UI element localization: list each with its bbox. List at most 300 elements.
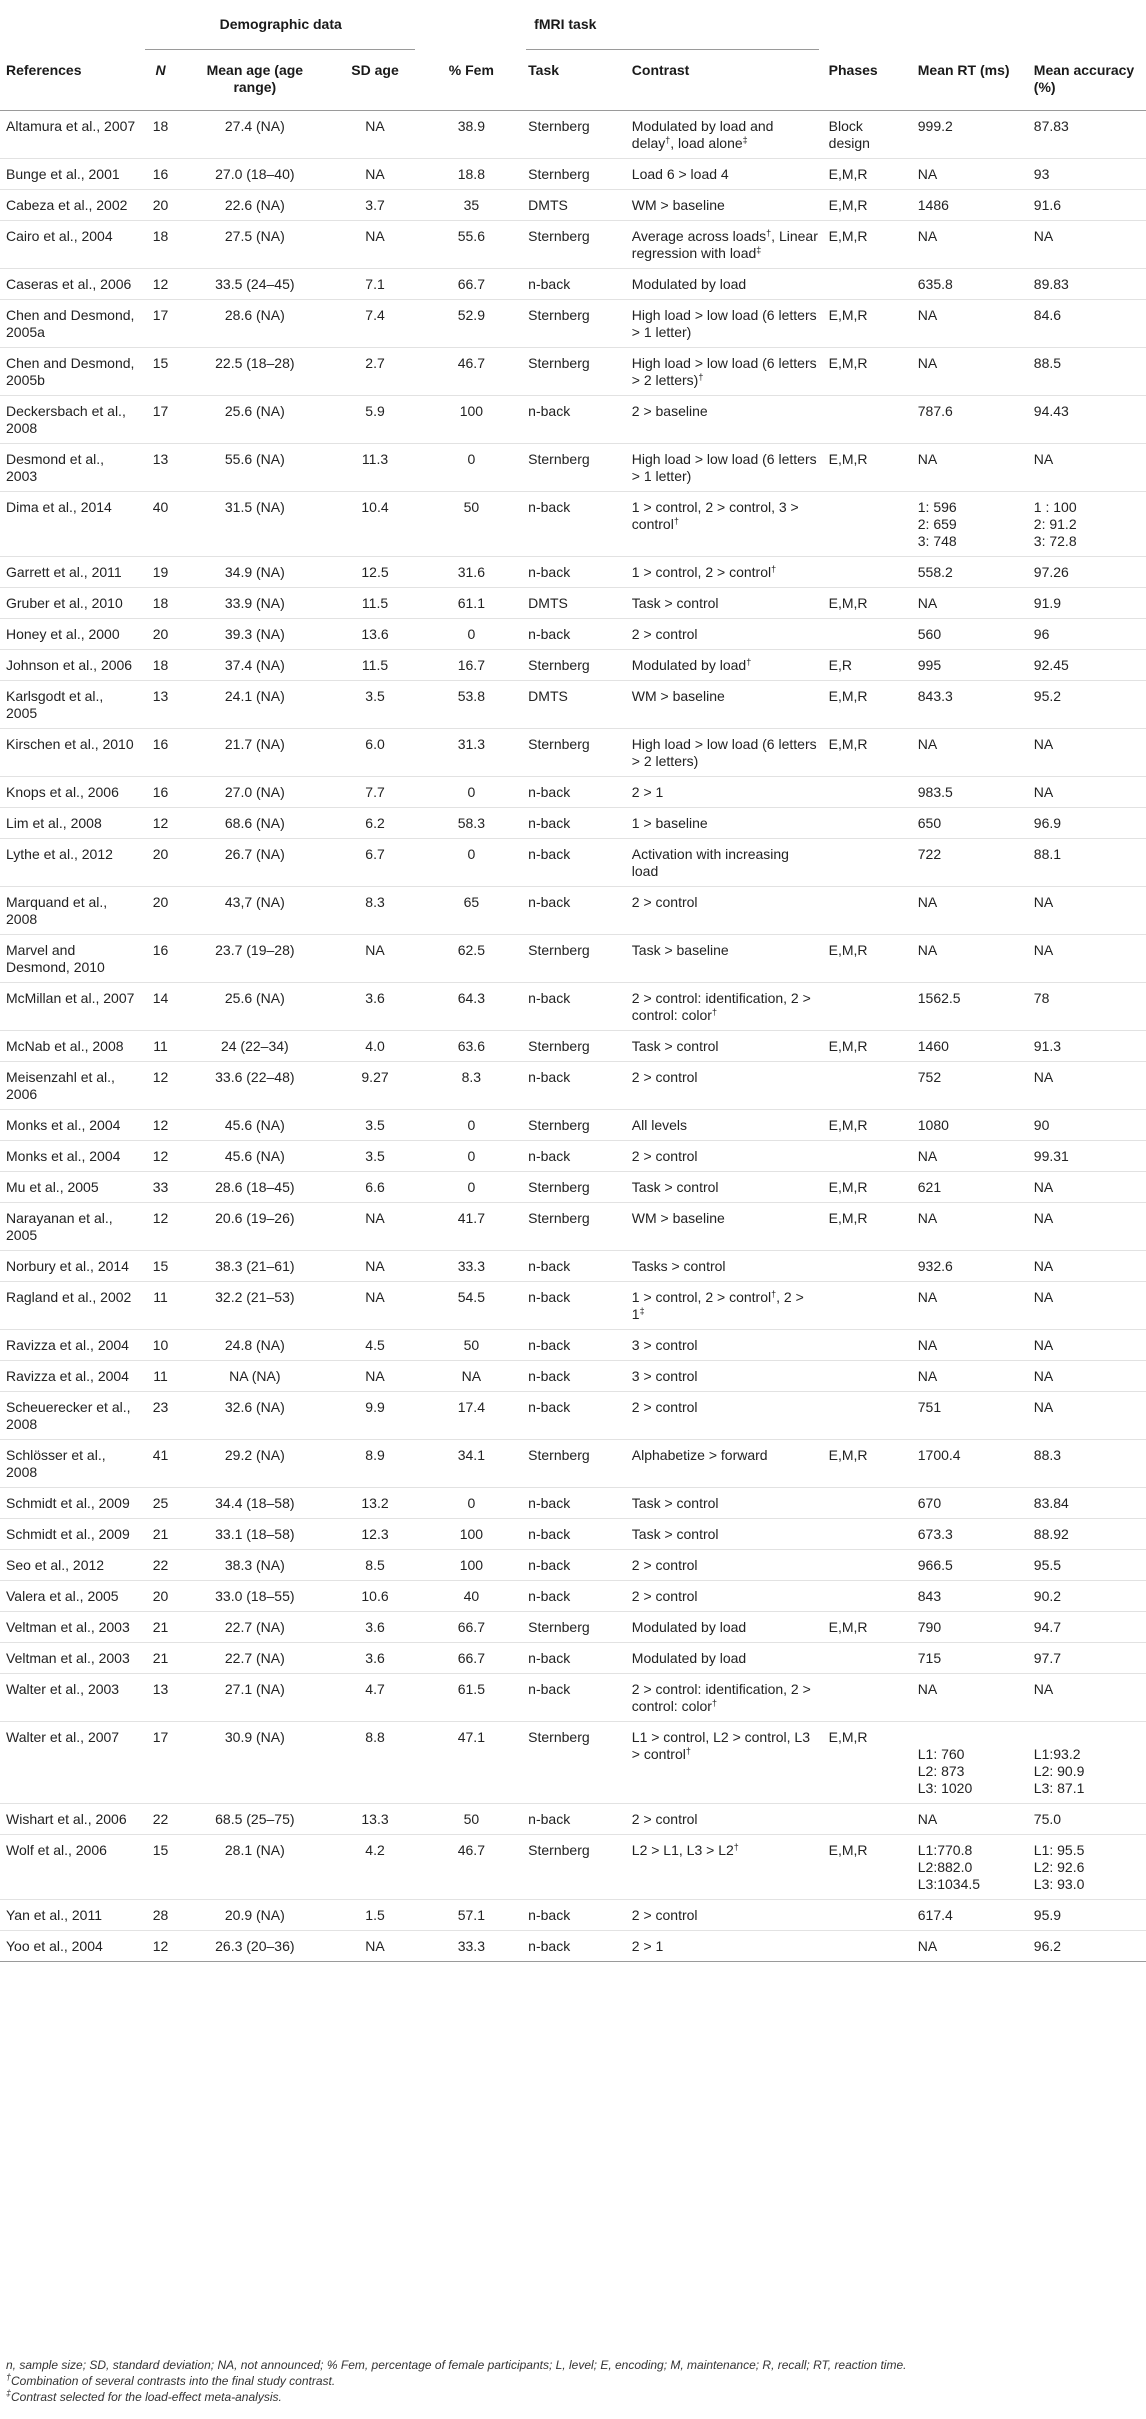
cell-n: 20 (141, 1581, 178, 1612)
cell-task: Sternberg (522, 159, 626, 190)
cell-mean-accuracy: L1:93.2 L2: 90.9 L3: 87.1 (1028, 1722, 1146, 1804)
cell-reference: Lythe et al., 2012 (0, 839, 141, 887)
cell-mean-rt: NA (912, 1931, 1028, 1962)
cell-task: Sternberg (522, 729, 626, 777)
cell-phases (823, 396, 912, 444)
cell-reference: Kirschen et al., 2010 (0, 729, 141, 777)
cell-pct-fem: 100 (419, 396, 523, 444)
cell-mean-accuracy: 83.84 (1028, 1488, 1146, 1519)
cell-n: 16 (141, 159, 178, 190)
cell-mean-accuracy: NA (1028, 777, 1146, 808)
table-row (0, 619, 1146, 650)
cell-sd-age: 8.9 (329, 1440, 418, 1488)
column-header-contrast: Contrast (626, 50, 823, 111)
cell-reference: Ragland et al., 2002 (0, 1282, 141, 1330)
cell-contrast: Task > control (626, 1031, 823, 1062)
cell-phases: E,M,R (823, 1835, 912, 1900)
cell-contrast: Modulated by load† (626, 650, 823, 681)
cell-n: 14 (141, 983, 178, 1031)
group-header-demographic (141, 0, 419, 50)
cell-n: 21 (141, 1643, 178, 1674)
cell-n: 13 (141, 444, 178, 492)
cell-mean-rt: 558.2 (912, 557, 1028, 588)
cell-sd-age: 1.5 (329, 1900, 418, 1931)
cell-mean-rt: 787.6 (912, 396, 1028, 444)
cell-pct-fem: 0 (419, 1488, 523, 1519)
cell-sd-age: 2.7 (329, 348, 418, 396)
cell-sd-age: 5.9 (329, 396, 418, 444)
cell-contrast: Modulated by load (626, 269, 823, 300)
cell-n: 28 (141, 1900, 178, 1931)
cell-sd-age: 3.5 (329, 1141, 418, 1172)
cell-mean-rt: 1080 (912, 1110, 1028, 1141)
cell-mean-age: 22.7 (NA) (178, 1643, 329, 1674)
cell-task: Sternberg (522, 650, 626, 681)
cell-phases (823, 1330, 912, 1361)
cell-reference: Wishart et al., 2006 (0, 1804, 141, 1835)
cell-mean-age: 33.6 (22–48) (178, 1062, 329, 1110)
cell-mean-age: 32.6 (NA) (178, 1392, 329, 1440)
cell-mean-rt: NA (912, 1203, 1028, 1251)
cell-mean-rt: NA (912, 1141, 1028, 1172)
cell-reference: Valera et al., 2005 (0, 1581, 141, 1612)
cell-mean-age: 28.6 (NA) (178, 300, 329, 348)
cell-sd-age: 9.9 (329, 1392, 418, 1440)
cell-pct-fem: 35 (419, 190, 523, 221)
table-row (0, 1141, 1146, 1172)
cell-mean-accuracy: 88.1 (1028, 839, 1146, 887)
cell-sd-age: 12.3 (329, 1519, 418, 1550)
cell-contrast: Task > control (626, 1519, 823, 1550)
cell-phases: E,M,R (823, 588, 912, 619)
cell-mean-accuracy: 96.2 (1028, 1931, 1146, 1962)
cell-mean-rt: NA (912, 935, 1028, 983)
cell-reference: Cairo et al., 2004 (0, 221, 141, 269)
cell-mean-accuracy: NA (1028, 935, 1146, 983)
cell-pct-fem: 54.5 (419, 1282, 523, 1330)
footnote: ‡Contrast selected for the load-effect meta-analysis. (6, 2388, 282, 2404)
cell-phases: E,M,R (823, 190, 912, 221)
cell-pct-fem: 64.3 (419, 983, 523, 1031)
cell-mean-age: NA (NA) (178, 1361, 329, 1392)
cell-contrast: Task > control (626, 1488, 823, 1519)
cell-contrast: 1 > control, 2 > control, 3 > control† (626, 492, 823, 557)
cell-contrast: 2 > control (626, 1550, 823, 1581)
cell-mean-accuracy: 88.3 (1028, 1440, 1146, 1488)
cell-pct-fem: NA (419, 1361, 523, 1392)
table-row (0, 808, 1146, 839)
cell-mean-age: 34.4 (18–58) (178, 1488, 329, 1519)
cell-n: 22 (141, 1804, 178, 1835)
cell-task: n-back (522, 619, 626, 650)
cell-contrast: 1 > control, 2 > control†, 2 > 1‡ (626, 1282, 823, 1330)
cell-task: DMTS (522, 588, 626, 619)
table-row (0, 1330, 1146, 1361)
cell-mean-accuracy: NA (1028, 887, 1146, 935)
column-header-phases: Phases (823, 50, 912, 111)
footnote: †Combination of several contrasts into the final study contrast. (6, 2372, 336, 2388)
cell-n: 12 (141, 269, 178, 300)
cell-phases: E,M,R (823, 221, 912, 269)
table-row (0, 1110, 1146, 1141)
cell-pct-fem: 66.7 (419, 1612, 523, 1643)
group-header-fmri (522, 0, 822, 50)
cell-n: 22 (141, 1550, 178, 1581)
cell-contrast: High load > low load (6 letters > 2 letters) (626, 729, 823, 777)
cell-task: Sternberg (522, 348, 626, 396)
cell-phases: E,M,R (823, 935, 912, 983)
cell-mean-age: 29.2 (NA) (178, 1440, 329, 1488)
table-row (0, 1722, 1146, 1804)
cell-contrast: High load > low load (6 letters > 1 letter) (626, 300, 823, 348)
cell-reference: Marquand et al., 2008 (0, 887, 141, 935)
cell-contrast: Task > baseline (626, 935, 823, 983)
cell-mean-accuracy: NA (1028, 729, 1146, 777)
cell-n: 20 (141, 190, 178, 221)
cell-phases (823, 1931, 912, 1962)
cell-sd-age: NA (329, 1251, 418, 1282)
cell-n: 12 (141, 1062, 178, 1110)
cell-contrast: 2 > control (626, 1141, 823, 1172)
cell-sd-age: 13.3 (329, 1804, 418, 1835)
cell-mean-age: 33.1 (18–58) (178, 1519, 329, 1550)
cell-pct-fem: 31.3 (419, 729, 523, 777)
cell-contrast: WM > baseline (626, 190, 823, 221)
cell-mean-accuracy: NA (1028, 1674, 1146, 1722)
cell-phases: E,M,R (823, 444, 912, 492)
cell-sd-age: NA (329, 159, 418, 190)
cell-mean-rt: NA (912, 444, 1028, 492)
cell-sd-age: 10.4 (329, 492, 418, 557)
cell-mean-rt: NA (912, 1282, 1028, 1330)
cell-phases (823, 777, 912, 808)
cell-reference: Altamura et al., 2007 (0, 111, 141, 159)
cell-mean-age: 38.3 (21–61) (178, 1251, 329, 1282)
cell-mean-age: 20.6 (19–26) (178, 1203, 329, 1251)
cell-mean-rt: NA (912, 221, 1028, 269)
cell-mean-age: 43,7 (NA) (178, 887, 329, 935)
cell-mean-accuracy: 91.3 (1028, 1031, 1146, 1062)
cell-mean-accuracy: NA (1028, 1172, 1146, 1203)
cell-reference: Deckersbach et al., 2008 (0, 396, 141, 444)
table-row (0, 983, 1146, 1031)
cell-contrast: High load > low load (6 letters > 1 letter) (626, 444, 823, 492)
cell-sd-age: 6.2 (329, 808, 418, 839)
cell-task: n-back (522, 1282, 626, 1330)
cell-task: n-back (522, 396, 626, 444)
cell-pct-fem: 8.3 (419, 1062, 523, 1110)
cell-n: 11 (141, 1282, 178, 1330)
cell-contrast: 2 > control (626, 1900, 823, 1931)
cell-mean-rt: 983.5 (912, 777, 1028, 808)
cell-mean-rt: 843 (912, 1581, 1028, 1612)
cell-sd-age: 3.6 (329, 1612, 418, 1643)
cell-n: 13 (141, 681, 178, 729)
cell-mean-rt: 621 (912, 1172, 1028, 1203)
table-row (0, 348, 1146, 396)
cell-pct-fem: 16.7 (419, 650, 523, 681)
cell-contrast: 2 > control (626, 1392, 823, 1440)
cell-reference: Schmidt et al., 2009 (0, 1488, 141, 1519)
cell-pct-fem: 0 (419, 1110, 523, 1141)
cell-mean-accuracy: NA (1028, 1361, 1146, 1392)
cell-sd-age: 7.1 (329, 269, 418, 300)
cell-mean-accuracy: NA (1028, 1203, 1146, 1251)
cell-phases (823, 1361, 912, 1392)
table-row (0, 111, 1146, 159)
column-header-sd-age: SD age (329, 50, 418, 111)
cell-mean-accuracy: 95.9 (1028, 1900, 1146, 1931)
cell-mean-age: 33.5 (24–45) (178, 269, 329, 300)
cell-pct-fem: 0 (419, 839, 523, 887)
cell-n: 20 (141, 619, 178, 650)
cell-phases (823, 887, 912, 935)
cell-mean-accuracy: 84.6 (1028, 300, 1146, 348)
cell-mean-rt: 722 (912, 839, 1028, 887)
cell-phases: E,R (823, 650, 912, 681)
cell-mean-age: 68.5 (25–75) (178, 1804, 329, 1835)
cell-mean-accuracy: 96.9 (1028, 808, 1146, 839)
table-row (0, 557, 1146, 588)
table-row (0, 650, 1146, 681)
cell-mean-accuracy: 92.45 (1028, 650, 1146, 681)
cell-pct-fem: 57.1 (419, 1900, 523, 1931)
cell-n: 19 (141, 557, 178, 588)
cell-sd-age: 13.6 (329, 619, 418, 650)
cell-reference: Walter et al., 2003 (0, 1674, 141, 1722)
table-row (0, 1550, 1146, 1581)
cell-reference: Chen and Desmond, 2005b (0, 348, 141, 396)
cell-n: 23 (141, 1392, 178, 1440)
table-row (0, 221, 1146, 269)
cell-pct-fem: 0 (419, 444, 523, 492)
column-header-mean-accuracy: Mean accuracy (%) (1028, 50, 1146, 111)
cell-reference: Scheuerecker et al., 2008 (0, 1392, 141, 1440)
cell-phases (823, 1550, 912, 1581)
column-header-references: References (0, 50, 141, 111)
cell-pct-fem: 62.5 (419, 935, 523, 983)
cell-reference: Knops et al., 2006 (0, 777, 141, 808)
cell-task: n-back (522, 1141, 626, 1172)
cell-n: 33 (141, 1172, 178, 1203)
table-row (0, 269, 1146, 300)
cell-pct-fem: 58.3 (419, 808, 523, 839)
cell-reference: Schmidt et al., 2009 (0, 1519, 141, 1550)
cell-mean-accuracy: 88.92 (1028, 1519, 1146, 1550)
cell-reference: Ravizza et al., 2004 (0, 1361, 141, 1392)
cell-reference: Honey et al., 2000 (0, 619, 141, 650)
cell-contrast: 2 > control (626, 619, 823, 650)
table-row (0, 1031, 1146, 1062)
cell-task: DMTS (522, 190, 626, 221)
cell-reference: McNab et al., 2008 (0, 1031, 141, 1062)
cell-task: Sternberg (522, 1031, 626, 1062)
table-row (0, 1440, 1146, 1488)
cell-phases: E,M,R (823, 159, 912, 190)
cell-sd-age: 7.4 (329, 300, 418, 348)
cell-contrast: Average across loads†, Linear regression with load‡ (626, 221, 823, 269)
cell-sd-age: 11.5 (329, 588, 418, 619)
table-row (0, 1062, 1146, 1110)
cell-sd-age: NA (329, 111, 418, 159)
cell-mean-accuracy: NA (1028, 1282, 1146, 1330)
cell-n: 15 (141, 348, 178, 396)
cell-mean-rt: L1:770.8 L2:882.0 L3:1034.5 (912, 1835, 1028, 1900)
cell-phases: Block design (823, 111, 912, 159)
cell-pct-fem: 55.6 (419, 221, 523, 269)
cell-mean-rt: NA (912, 1361, 1028, 1392)
table-row (0, 1172, 1146, 1203)
cell-mean-rt: NA (912, 159, 1028, 190)
cell-mean-accuracy: 99.31 (1028, 1141, 1146, 1172)
cell-phases (823, 1674, 912, 1722)
column-header-n: N (141, 50, 178, 111)
table-body (0, 111, 1146, 1962)
table-row (0, 935, 1146, 983)
cell-sd-age: 4.5 (329, 1330, 418, 1361)
cell-pct-fem: 0 (419, 777, 523, 808)
cell-mean-age: 37.4 (NA) (178, 650, 329, 681)
cell-mean-age: 24 (22–34) (178, 1031, 329, 1062)
cell-n: 11 (141, 1031, 178, 1062)
cell-mean-age: 21.7 (NA) (178, 729, 329, 777)
cell-task: n-back (522, 1931, 626, 1962)
cell-pct-fem: 61.5 (419, 1674, 523, 1722)
cell-mean-accuracy: 97.26 (1028, 557, 1146, 588)
cell-reference: Gruber et al., 2010 (0, 588, 141, 619)
cell-mean-rt: 999.2 (912, 111, 1028, 159)
cell-task: n-back (522, 1581, 626, 1612)
cell-pct-fem: 65 (419, 887, 523, 935)
cell-phases (823, 1392, 912, 1440)
cell-task: n-back (522, 887, 626, 935)
table-row (0, 839, 1146, 887)
cell-phases (823, 1519, 912, 1550)
cell-task: Sternberg (522, 1722, 626, 1804)
header-spacer (823, 0, 912, 50)
cell-mean-accuracy: 89.83 (1028, 269, 1146, 300)
table-row (0, 1674, 1146, 1722)
cell-mean-age: 27.0 (NA) (178, 777, 329, 808)
cell-sd-age: 11.5 (329, 650, 418, 681)
table-row (0, 681, 1146, 729)
cell-contrast: Load 6 > load 4 (626, 159, 823, 190)
cell-sd-age: NA (329, 935, 418, 983)
cell-pct-fem: 33.3 (419, 1931, 523, 1962)
table-row (0, 300, 1146, 348)
header-spacer (912, 0, 1028, 50)
cell-task: Sternberg (522, 935, 626, 983)
cell-task: Sternberg (522, 1612, 626, 1643)
cell-n: 40 (141, 492, 178, 557)
cell-sd-age: 4.2 (329, 1835, 418, 1900)
cell-mean-age: 30.9 (NA) (178, 1722, 329, 1804)
cell-contrast: 2 > control: identification, 2 > control: color† (626, 1674, 823, 1722)
cell-sd-age: NA (329, 221, 418, 269)
cell-contrast: L1 > control, L2 > control, L3 > control† (626, 1722, 823, 1804)
cell-mean-age: 23.7 (19–28) (178, 935, 329, 983)
cell-n: 10 (141, 1330, 178, 1361)
cell-reference: Lim et al., 2008 (0, 808, 141, 839)
cell-pct-fem: 46.7 (419, 348, 523, 396)
cell-phases (823, 557, 912, 588)
cell-reference: Yan et al., 2011 (0, 1900, 141, 1931)
cell-reference: Meisenzahl et al., 2006 (0, 1062, 141, 1110)
cell-contrast: 1 > control, 2 > control† (626, 557, 823, 588)
table-row (0, 492, 1146, 557)
table-row (0, 1251, 1146, 1282)
cell-task: n-back (522, 777, 626, 808)
cell-contrast: All levels (626, 1110, 823, 1141)
cell-mean-accuracy: 78 (1028, 983, 1146, 1031)
cell-task: n-back (522, 1488, 626, 1519)
cell-task: Sternberg (522, 300, 626, 348)
cell-pct-fem: 100 (419, 1550, 523, 1581)
cell-pct-fem: 100 (419, 1519, 523, 1550)
cell-contrast: 3 > control (626, 1330, 823, 1361)
cell-reference: Marvel and Desmond, 2010 (0, 935, 141, 983)
cell-task: n-back (522, 1062, 626, 1110)
cell-reference: Norbury et al., 2014 (0, 1251, 141, 1282)
cell-contrast: 3 > control (626, 1361, 823, 1392)
cell-mean-rt: NA (912, 348, 1028, 396)
cell-mean-rt: 751 (912, 1392, 1028, 1440)
cell-phases (823, 492, 912, 557)
cell-pct-fem: 50 (419, 1804, 523, 1835)
cell-mean-rt: 1486 (912, 190, 1028, 221)
cell-sd-age: 3.5 (329, 1110, 418, 1141)
cell-pct-fem: 46.7 (419, 1835, 523, 1900)
cell-reference: Chen and Desmond, 2005a (0, 300, 141, 348)
cell-mean-rt: NA (912, 1330, 1028, 1361)
cell-contrast: 2 > 1 (626, 777, 823, 808)
cell-pct-fem: 0 (419, 1141, 523, 1172)
table-row (0, 588, 1146, 619)
cell-mean-accuracy: 75.0 (1028, 1804, 1146, 1835)
table-row (0, 1282, 1146, 1330)
cell-mean-age: 26.7 (NA) (178, 839, 329, 887)
cell-pct-fem: 31.6 (419, 557, 523, 588)
cell-pct-fem: 41.7 (419, 1203, 523, 1251)
cell-mean-rt: 715 (912, 1643, 1028, 1674)
cell-pct-fem: 33.3 (419, 1251, 523, 1282)
table-row (0, 1612, 1146, 1643)
cell-mean-accuracy: 93 (1028, 159, 1146, 190)
cell-task: Sternberg (522, 1835, 626, 1900)
cell-mean-age: 27.1 (NA) (178, 1674, 329, 1722)
cell-task: DMTS (522, 681, 626, 729)
column-header-mean-rt: Mean RT (ms) (912, 50, 1028, 111)
cell-sd-age: 4.0 (329, 1031, 418, 1062)
cell-contrast: 2 > control (626, 1062, 823, 1110)
cell-reference: McMillan et al., 2007 (0, 983, 141, 1031)
cell-task: Sternberg (522, 1110, 626, 1141)
cell-task: n-back (522, 1643, 626, 1674)
cell-task: Sternberg (522, 1203, 626, 1251)
cell-reference: Seo et al., 2012 (0, 1550, 141, 1581)
cell-sd-age: 3.6 (329, 1643, 418, 1674)
cell-n: 20 (141, 887, 178, 935)
cell-mean-accuracy: 97.7 (1028, 1643, 1146, 1674)
cell-task: n-back (522, 808, 626, 839)
cell-sd-age: 3.6 (329, 983, 418, 1031)
cell-mean-age: 32.2 (21–53) (178, 1282, 329, 1330)
cell-reference: Monks et al., 2004 (0, 1141, 141, 1172)
cell-contrast: WM > baseline (626, 1203, 823, 1251)
cell-sd-age: 6.0 (329, 729, 418, 777)
cell-pct-fem: 50 (419, 492, 523, 557)
cell-n: 18 (141, 221, 178, 269)
